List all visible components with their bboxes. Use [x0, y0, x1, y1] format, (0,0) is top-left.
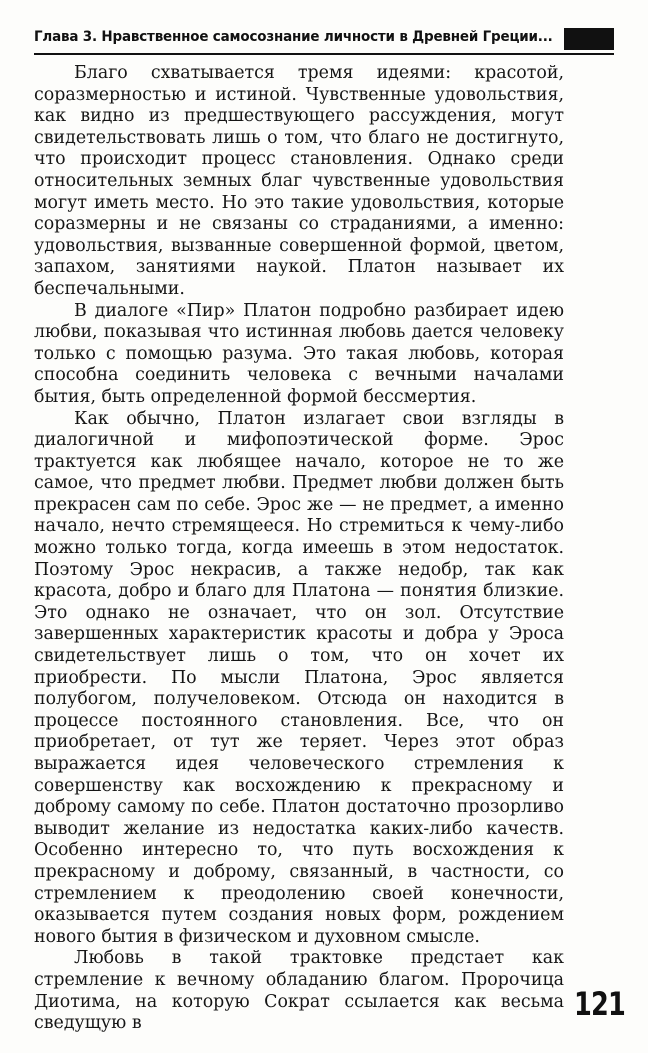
header-bar-decoration [564, 28, 614, 50]
paragraph: Как обычно, Платон излагает свои взгляды в диалогичной и мифопоэтической форме. Эрос трактуется как любящее начало, которое не то же самое, что предмет любви. Предмет любви должен быть прекрасен сам по себе. Эрос же — не предмет, а именно начало, нечто стремящееся. Но стремиться к чему-либо можно только тогда, когда имеешь в этом недостаток. Поэтому Эрос некрасив, а также недобр, так как красота, добро и благо для Платона — понятия близкие. Это однако не означает, что он зол. Отсутствие завершенных характеристик красоты и добра у Эроса свидетельствует лишь о том, что он хочет их приобрести. По мысли Платона, Эрос является полубогом, получеловеком. Отсюда он находится в процессе постоянного становления. Все, что он приобретает, от тут же теряет. Через этот образ выражается идея человеческого стремления к совершенству как восхождению к прекрасному и доброму самому по себе. Платон достаточно прозорливо выводит желание из недостатка каких-либо качеств. Особенно интересно то, что путь восхождения к прекрасному и доброму, связанный, в частности, со стремлением к преодолению своей конечности, оказывается путем создания новых форм, рождением нового бытия в физическом и духовном смысле. [34, 408, 564, 947]
running-title: Глава 3. Нравственное самосознание личности в Древней Греции... [34, 29, 553, 45]
paragraph: В диалоге «Пир» Платон подробно разбирает идею любви, показывая что истинная любовь дается человеку только с помощью разума. Это такая любовь, которая способна соединить человека с вечными началами бытия, быть определенной формой бессмертия. [34, 300, 564, 407]
paragraph: Благо схватывается тремя идеями: красотой, соразмерностью и истиной. Чувственные удовольствия, как видно из предшествующего рассуждения, могут свидетельствовать лишь о том, что благо не достигнуто, что происходит процесс становления. Однако среди относительных земных благ чувственные удовольствия могут иметь место. Но это такие удовольствия, которые соразмерны и не связаны со страданиями, а именно: удовольствия, вызванные совершенной формой, цветом, запахом, занятиями наукой. Платон называет их беспечальными. [34, 63, 564, 299]
body-text [34, 63, 564, 1035]
page-number: 121 [574, 985, 626, 1023]
paragraph: Любовь в такой трактовке предстает как стремление к вечному обладанию благом. Пророчица Диотима, на которую Сократ ссылается как весьма сведущую в [34, 948, 564, 1034]
running-header [34, 27, 614, 55]
